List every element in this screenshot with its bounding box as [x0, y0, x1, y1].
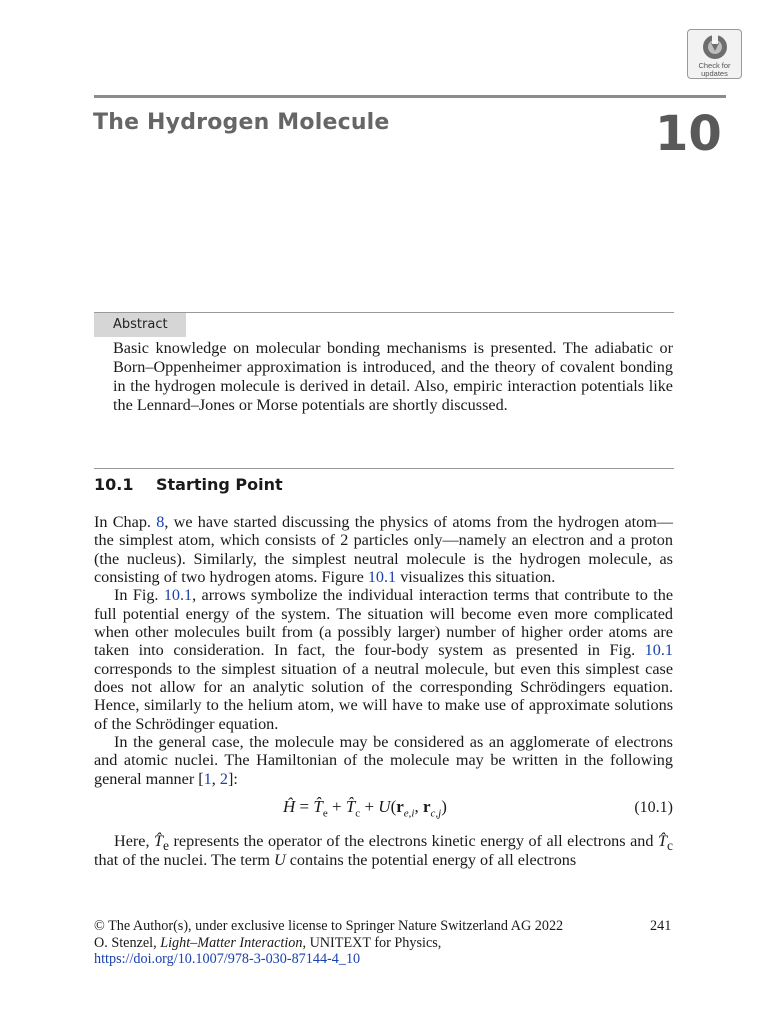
figure-ref-link[interactable]: 10.1 [644, 641, 673, 660]
paragraph-1: In Chap. 8, we have started discussing the physics of atoms from the hydrogen atom—the simplest atom, which consists of 2 particles only—namely an electron and a proton (the nucleus). Similarly, the simplest neutral molecule is the hydrogen molecule, as consisting of two hydrogen atoms. Figure 10.1 visualizes this situation. [94, 513, 673, 587]
section-title: Starting Point [156, 475, 283, 494]
footer-citation [94, 918, 614, 968]
figure-ref-link[interactable]: 10.1 [367, 568, 397, 587]
copyright-line: © The Author(s), under exclusive license to Springer Nature Switzerland AG 2022 [94, 918, 564, 934]
abstract-text: Basic knowledge on molecular bonding mechanisms is presented. The adiabatic or Born–Oppenheimer approximation is introduced, and the theory of covalent bonding in the hydrogen molecule is derived in detail. Also, empiric interaction potentials like the Lennard–Jones or Morse potentials are shortly discussed. [113, 339, 673, 414]
paragraph-3: In the general case, the molecule may be considered as an agglomerate of electrons and atomic nuclei. The Hamiltonian of the molecule may be written in the following general manner [1, 2]: [94, 733, 673, 788]
abstract-label: Abstract [94, 313, 186, 337]
chapter-title: The Hydrogen Molecule [93, 110, 390, 135]
page-number: 241 [650, 918, 672, 934]
chapter-number: 10 [655, 106, 722, 162]
crossmark-icon [700, 33, 730, 61]
equation-number: (10.1) [634, 799, 673, 817]
badge-label: Check for updates [698, 61, 731, 78]
citation-link[interactable]: 2 [219, 769, 228, 788]
chapter-ref-link[interactable]: 8 [156, 513, 165, 531]
section-heading [94, 474, 283, 496]
body-text [94, 513, 673, 869]
equation-10-1 [94, 792, 673, 826]
section-number: 10.1 [94, 475, 134, 494]
hamiltonian-formula: Ĥ = $T̂_e$ + $T̂_c + U(r_{e,i}$, $r_{c,j}$) [283, 797, 447, 820]
check-for-updates-badge[interactable] [687, 29, 742, 79]
paragraph-2: In Fig. 10.1, arrows symbolize the individual interaction terms that contribute to the full potential energy of the system. The situation will become even more complicated when other molecules built from (a possibly larger) number of higher order atoms are taken into consideration. In fact, the four-body system as presented in Fig. 10.1 corresponds to the simplest situation of a neutral molecule, but even this simplest case does not allow for an analytic solution of the corresponding Schrödingers equation. Hence, similarly to the helium atom, we will have to make use of approximate solutions of the Schrödinger equation. [94, 586, 673, 733]
doi-link[interactable]: https://doi.org/10.1007/978-3-030-87144-4_10 [94, 951, 361, 967]
top-rule [94, 95, 726, 98]
citation-line: O. Stenzel, Light–Matter Interaction, UNITEXT for Physics, [94, 934, 442, 951]
citation-link[interactable]: 1 [203, 769, 212, 788]
figure-ref-link[interactable]: 10.1 [163, 586, 193, 605]
paragraph-4: Here, $T̂_e$ represents the operator of the electrons kinetic energy of all electrons and $T̂_c$ that of the nuclei. The term U contains the potential energy of all electrons [94, 832, 673, 869]
section-rule [94, 468, 674, 469]
